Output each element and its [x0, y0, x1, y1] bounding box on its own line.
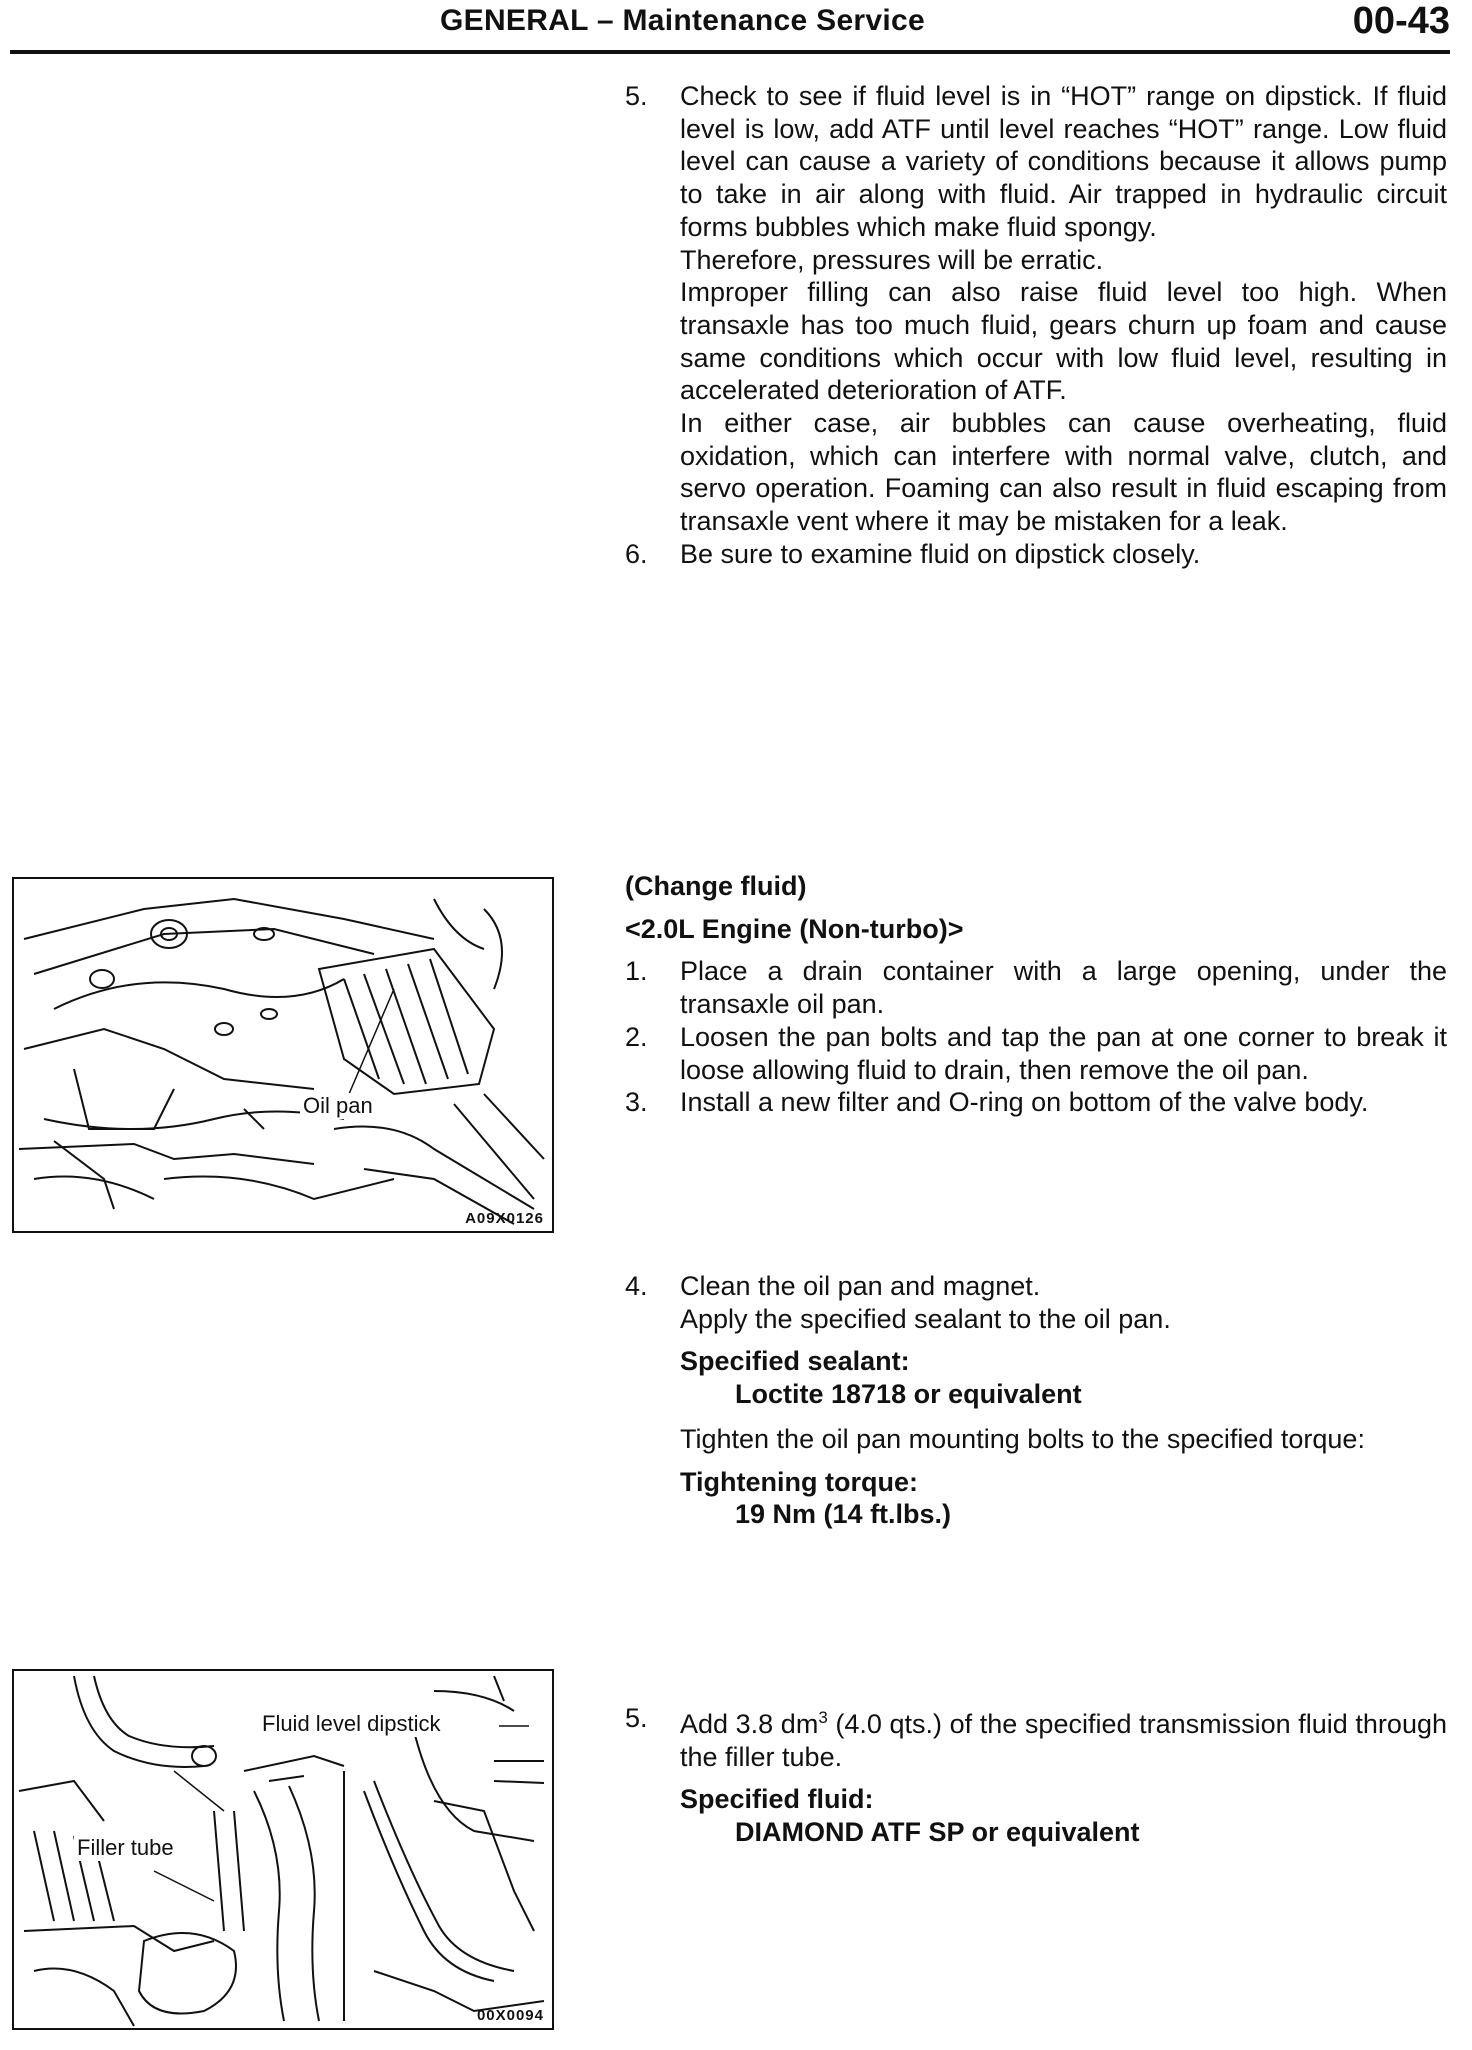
oil-pan-figure: [12, 877, 554, 1233]
fluid-check-section: [625, 80, 1447, 571]
paragraph: Clean the oil pan and magnet.: [680, 1271, 1041, 1301]
fluid-amount-rest: (4.0 qts.) of the specified transmission fluid through the filler tube.: [680, 1709, 1447, 1772]
oil-pan-label: Oil pan: [300, 1093, 376, 1119]
step-6-examine-fluid: [625, 538, 1447, 571]
paragraph: Improper filling can also raise fluid level too high. When transaxle has too much fluid, gears churn up foam and cause same conditions which occur with low fluid level, resulting in accelerated deterioration of ATF.: [680, 277, 1447, 406]
sealant-value: Loctite 18718 or equivalent: [735, 1379, 1082, 1410]
torque-label: Tightening torque:: [680, 1466, 918, 1497]
section-title: GENERAL – Maintenance Service: [440, 4, 925, 37]
step-number: 3.: [625, 1087, 648, 1118]
engine-subheading: <2.0L Engine (Non-turbo)>: [625, 913, 964, 944]
page-number: 00-43: [1352, 0, 1450, 42]
page-header: [0, 0, 1450, 54]
filler-tube-figure: [12, 1669, 554, 2030]
step-number: 5.: [625, 1703, 648, 1733]
superscript: 3: [818, 1708, 828, 1727]
fluid-value: DIAMOND ATF SP or equivalent: [735, 1817, 1140, 1848]
fluid-label: Specified fluid:: [680, 1784, 874, 1815]
oil-pan-illustration: [14, 879, 552, 1231]
oil-pan-reinstall-section: [625, 1270, 1447, 1531]
fluid-amount-text: Add 3.8 dm: [680, 1709, 819, 1739]
procedure-heading: (Change fluid): [625, 871, 807, 901]
figure-code: A09X0126: [465, 1210, 544, 1227]
step-number: 1.: [625, 956, 648, 987]
step-number: 4.: [625, 1271, 648, 1301]
step-number: 2.: [625, 1021, 648, 1052]
paragraph: Place a drain container with a large opening, under the transaxle oil pan.: [680, 956, 1447, 1020]
step-5-add-fluid: [625, 1702, 1447, 1849]
torque-value: 19 Nm (14 ft.lbs.): [735, 1499, 952, 1530]
torque-instruction: Tighten the oil pan mounting bolts to the specified torque:: [680, 1423, 1365, 1454]
paragraph: Loosen the pan bolts and tap the pan at one corner to break it loose allowing fluid to drain, then remove the oil pan.: [680, 1021, 1447, 1085]
filler-tube-label: Filler tube: [74, 1835, 177, 1861]
sealant-label: Specified sealant:: [680, 1346, 910, 1377]
change-fluid-section: [625, 870, 1447, 1119]
paragraph: Check to see if fluid level is in “HOT” range on dipstick. If fluid level is low, add ATF until level reaches “HOT” range. Low fluid level can cause a variety of conditions because it allows pump to take in air along with fluid. Air trapped in hydraulic circuit forms bubbles which make fluid spongy.: [680, 81, 1447, 242]
paragraph: Install a new filter and O-ring on bottom of the valve body.: [680, 1087, 1369, 1118]
step-number: 6.: [625, 538, 648, 569]
paragraph: Be sure to examine fluid on dipstick closely.: [680, 538, 1201, 569]
paragraph: In either case, air bubbles can cause overheating, fluid oxidation, which can interfere with normal valve, clutch, and servo operation. Foaming can also result in fluid escaping from transaxle vent where it may be mistaken for a leak.: [680, 408, 1447, 537]
dipstick-label: Fluid level dipstick: [259, 1711, 444, 1737]
step-4-clean-and-seal: [625, 1270, 1447, 1531]
step-5-check-level: [625, 80, 1447, 538]
add-fluid-section: [625, 1702, 1447, 1849]
paragraph: Therefore, pressures will be erratic.: [680, 244, 1104, 275]
paragraph: Apply the specified sealant to the oil pan.: [680, 1303, 1171, 1334]
step-2-loosen-bolts: [625, 1021, 1447, 1086]
paragraph: [680, 1702, 1447, 1773]
step-3-install-filter: [625, 1086, 1447, 1119]
figure-code: 00X0094: [476, 2007, 544, 2024]
header-rule: [10, 50, 1450, 54]
step-1-drain-container: [625, 955, 1447, 1020]
step-number: 5.: [625, 81, 648, 111]
